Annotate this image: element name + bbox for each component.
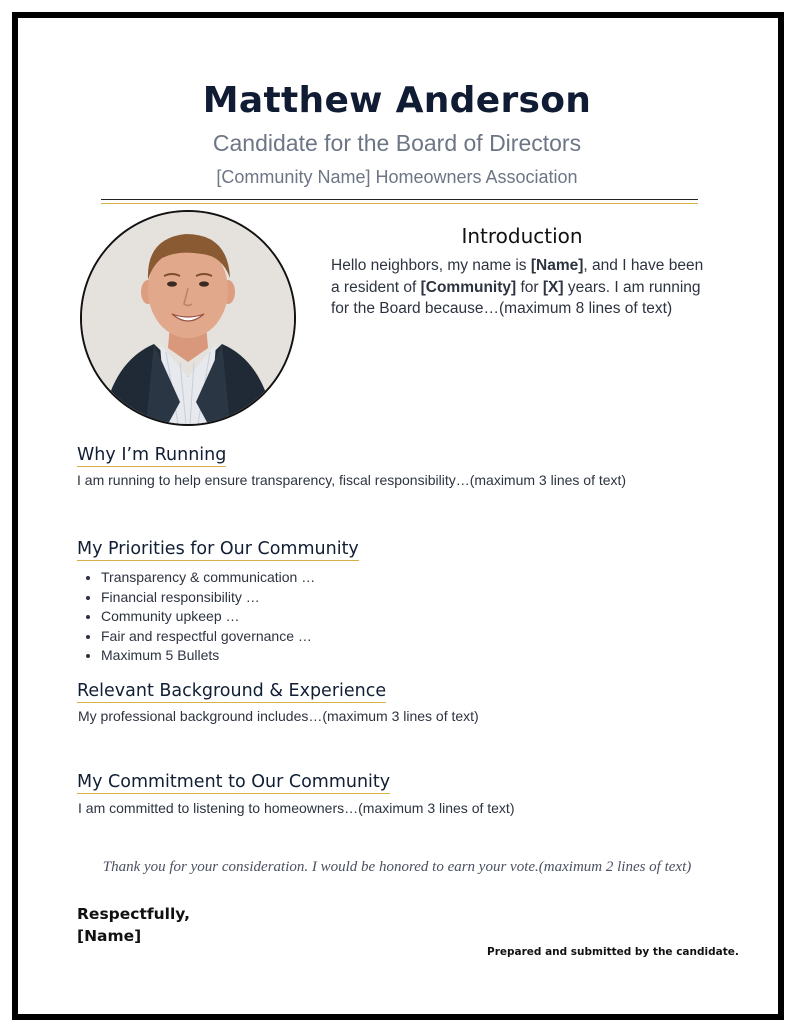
intro-text-run: , and I have been a resident of: [331, 257, 704, 296]
why-running-section: [77, 445, 226, 465]
candidate-portrait-icon: [82, 212, 294, 424]
prepared-by-note: Prepared and submitted by the candidate.: [487, 946, 739, 958]
commitment-section: [77, 772, 390, 792]
header-divider-dark: [101, 199, 698, 200]
background-text: My professional background includes…(maximum 3 lines of text): [78, 708, 479, 724]
priority-item: • Maximum 5 Bullets: [101, 646, 477, 666]
association-name: [Community Name] Homeowners Association: [216, 167, 578, 187]
commitment-text: I am committed to listening to homeowners…(maximum 3 lines of text): [78, 800, 515, 816]
closing-name: [Name]: [77, 927, 142, 945]
thank-you-note: Thank you for your consideration. I would be honored to earn your vote.(maximum 2 lines of text): [102, 859, 692, 875]
background-heading: Relevant Background & Experience: [77, 681, 387, 701]
priority-item: • Community upkeep …: [101, 607, 477, 627]
intro-placeholder: [Community]: [420, 278, 517, 296]
candidate-subtitle: Candidate for the Board of Directors: [212, 130, 582, 156]
intro-placeholder: [Name]: [530, 257, 584, 274]
priority-item: • Fair and respectful governance …: [101, 627, 477, 647]
priorities-list-wrapper: [77, 568, 477, 666]
background-section: [77, 681, 386, 701]
priority-item: • Financial responsibility …: [101, 588, 477, 608]
closing-salutation: Respectfully,: [77, 905, 191, 923]
priorities-list: [77, 568, 477, 666]
intro-paragraph: [331, 255, 716, 320]
intro-text-run: Hello neighbors, my name is: [331, 257, 531, 274]
why-running-text: I am running to help ensure transparency, fiscal responsibility…(maximum 3 lines of text): [77, 472, 627, 488]
commitment-heading: My Commitment to Our Community: [77, 772, 391, 792]
intro-text-run: for: [516, 278, 543, 296]
candidate-photo: [80, 210, 296, 426]
candidate-name: Matthew Anderson: [202, 80, 592, 121]
intro-placeholder: [X]: [542, 278, 564, 296]
intro-text-run: years. I am running for the Board because…(maximum 8 lines of text): [331, 278, 701, 317]
intro-heading: Introduction: [461, 224, 583, 248]
header-divider-gold: [101, 203, 698, 204]
why-running-heading: Why I’m Running: [77, 445, 227, 465]
priority-item: • Transparency & communication …: [101, 568, 477, 588]
priorities-section: [77, 539, 359, 559]
priorities-heading: My Priorities for Our Community: [77, 539, 359, 559]
